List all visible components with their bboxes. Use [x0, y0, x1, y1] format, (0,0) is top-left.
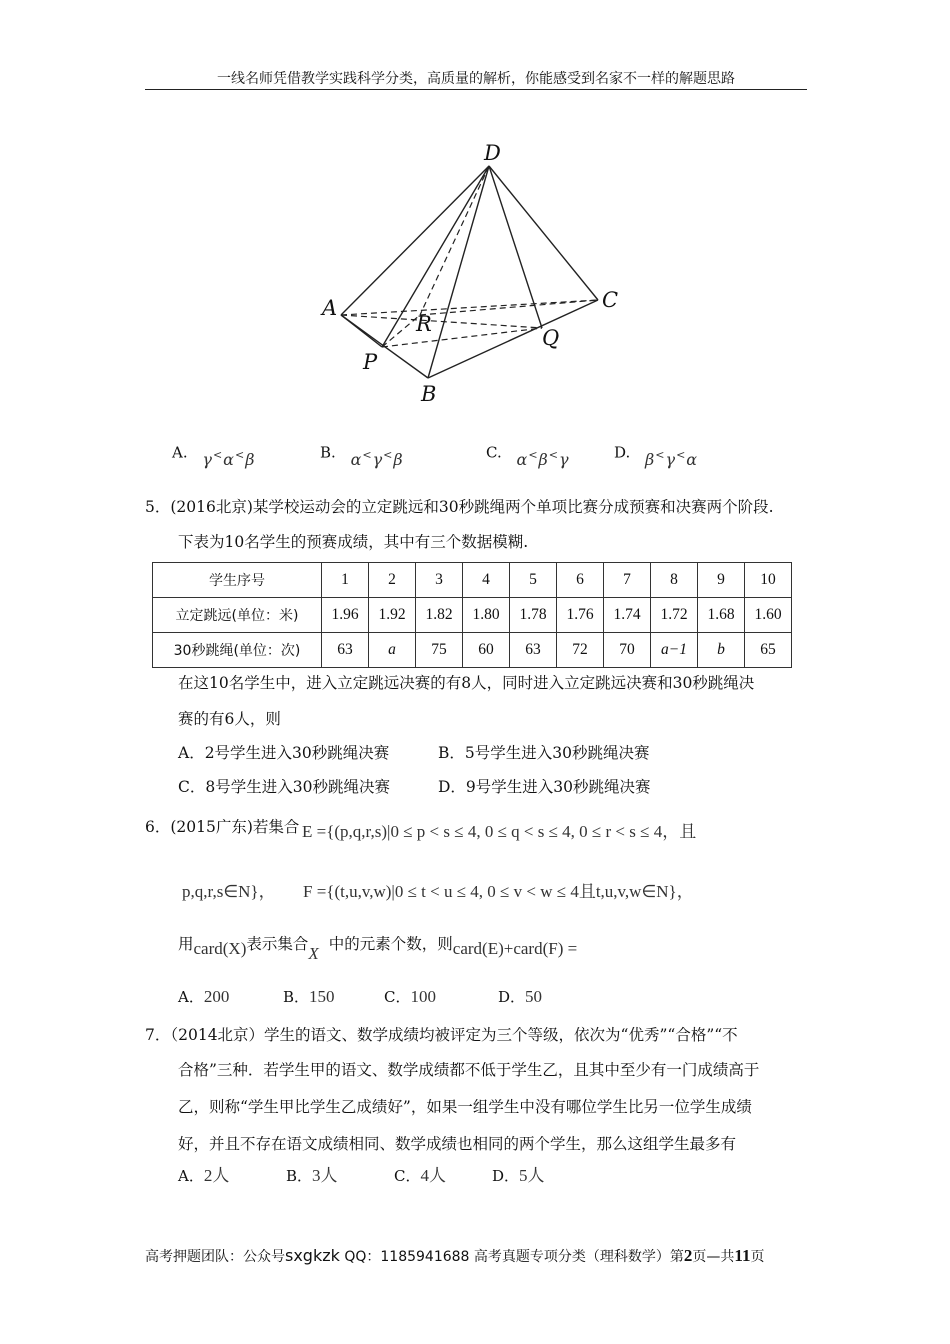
edge-AC-hidden	[341, 300, 598, 315]
label-P: P	[363, 350, 378, 374]
q6-option-b[interactable]: B．150	[283, 987, 335, 1006]
q4-option-c-expr: α<β<γ	[516, 449, 570, 470]
edge-DC	[489, 166, 598, 300]
edge-PR-hidden	[382, 315, 420, 347]
q4-option-a[interactable]: A. γ<α<β	[172, 443, 256, 470]
edge-DA	[341, 166, 489, 315]
q4-option-d[interactable]: D. β<γ<α	[614, 443, 699, 470]
label-R: R	[416, 312, 432, 336]
wechat-id: sxgkzk	[285, 1246, 340, 1265]
pyramid-figure	[300, 138, 640, 408]
row-header: 学生序号	[153, 563, 322, 598]
table-row-jump: 立定跳远(单位：米) 1.96 1.92 1.82 1.80 1.78 1.76 1.74 1.72 1.68 1.60	[153, 598, 792, 633]
q7-line2: 合格”三种．若学生甲的语文、数学成绩都不低于学生乙，且其中至少有一门成绩高于	[178, 1061, 760, 1079]
label-Q: Q	[542, 326, 560, 350]
q5-option-d[interactable]: D．9号学生进入30秒跳绳决赛	[438, 778, 651, 796]
card-x-expr: card(X)	[193, 939, 247, 958]
q7-option-c[interactable]: C．4人	[394, 1166, 446, 1185]
set-x: X	[308, 944, 319, 963]
q5-option-a[interactable]: A．2号学生进入30秒跳绳决赛	[178, 744, 390, 762]
table-row-ids: 学生序号 1 2 3 4 5 6 7 8 9 10	[153, 563, 792, 598]
label-B: B	[421, 382, 437, 406]
page-header: 一线名师凭借教学实践科学分类，高质量的解析，你能感受到名家不一样的解题思路	[217, 71, 735, 87]
page-footer: 高考押题团队：公众号sxgkzk QQ：1185941688 高考真题专项分类（理科数学）第2页—共11页	[145, 1246, 765, 1265]
q4-option-b[interactable]: B. α<γ<β	[320, 443, 404, 470]
q5-stem-line1: 5．(2016北京)某学校运动会的立定跳远和30秒跳绳两个单项比赛分成预赛和决赛两个阶段.	[145, 498, 774, 516]
header-rule	[145, 89, 807, 90]
q7-line4: 好，并且不存在语文成绩相同、数学成绩也相同的两个学生，那么这组学生最多有	[178, 1135, 737, 1153]
q5-after-line2: 赛的有6人，则	[178, 710, 281, 728]
score-table	[152, 562, 792, 668]
q6-option-a[interactable]: A．200	[178, 987, 230, 1006]
label-A: A	[322, 296, 338, 320]
edge-PQ-hidden	[382, 328, 542, 347]
label-C: C	[602, 288, 619, 312]
q7-option-a[interactable]: A．2人	[178, 1166, 230, 1185]
row-header: 30秒跳绳(单位：次)	[153, 633, 322, 668]
q5-after-line1: 在这10名学生中，进入立定跳远决赛的有8人，同时进入立定跳远决赛和30秒跳绳决	[178, 674, 755, 692]
q6-option-c[interactable]: C．100	[384, 987, 436, 1006]
row-header: 立定跳远(单位：米)	[153, 598, 322, 633]
q7-line1: 7．（2014北京）学生的语文、数学成绩均被评定为三个等级，依次为“优秀”“合格”“不	[145, 1026, 738, 1044]
edge-DB	[428, 166, 489, 378]
q6-card-line: 用card(X)表示集合X 中的元素个数，则card(E)+card(F) =	[178, 935, 578, 963]
q6-set-e-cont: p,q,r,s∈N}，	[182, 882, 276, 901]
q4-option-c[interactable]: C. α<β<γ	[486, 443, 570, 470]
label-D: D	[484, 141, 501, 165]
edge-AQ-hidden	[341, 315, 542, 328]
q7-line3: 乙，则称“学生甲比学生乙成绩好”，如果一组学生中没有哪位学生比另一位学生成绩	[178, 1098, 752, 1116]
q7-option-b[interactable]: B．3人	[286, 1166, 338, 1185]
edge-DP	[382, 166, 489, 347]
table-row-rope: 30秒跳绳(单位：次) 63 a 75 60 63 72 70 a−1 b 65	[153, 633, 792, 668]
q7-option-d[interactable]: D．5人	[492, 1166, 545, 1185]
q4-option-b-expr: α<γ<β	[350, 449, 404, 470]
total-pages: 11	[734, 1246, 751, 1265]
edge-DR-hidden	[420, 166, 489, 315]
card-sum-expr: card(E)+card(F) =	[452, 939, 578, 958]
q6-prefix: 6．(2015广东)若集合	[145, 818, 300, 836]
q5-option-b[interactable]: B．5号学生进入30秒跳绳决赛	[438, 744, 650, 762]
q4-option-d-expr: β<γ<α	[645, 449, 699, 470]
q5-stem-line2: 下表为10名学生的预赛成绩，其中有三个数据模糊.	[178, 533, 529, 551]
page-number: 2	[683, 1246, 693, 1265]
q5-option-c[interactable]: C．8号学生进入30秒跳绳决赛	[178, 778, 390, 796]
q6-option-d[interactable]: D．50	[498, 987, 543, 1006]
q6-set-f: F ={(t,u,v,w)|0 ≤ t < u ≤ 4, 0 ≤ v < w ≤ 4且t,u,v,w∈N}，	[303, 882, 694, 901]
q4-option-a-expr: γ<α<β	[202, 449, 256, 470]
q6-set-e: E ={(p,q,r,s)|0 ≤ p < s ≤ 4, 0 ≤ q < s ≤ 4, 0 ≤ r < s ≤ 4，且	[302, 822, 697, 841]
